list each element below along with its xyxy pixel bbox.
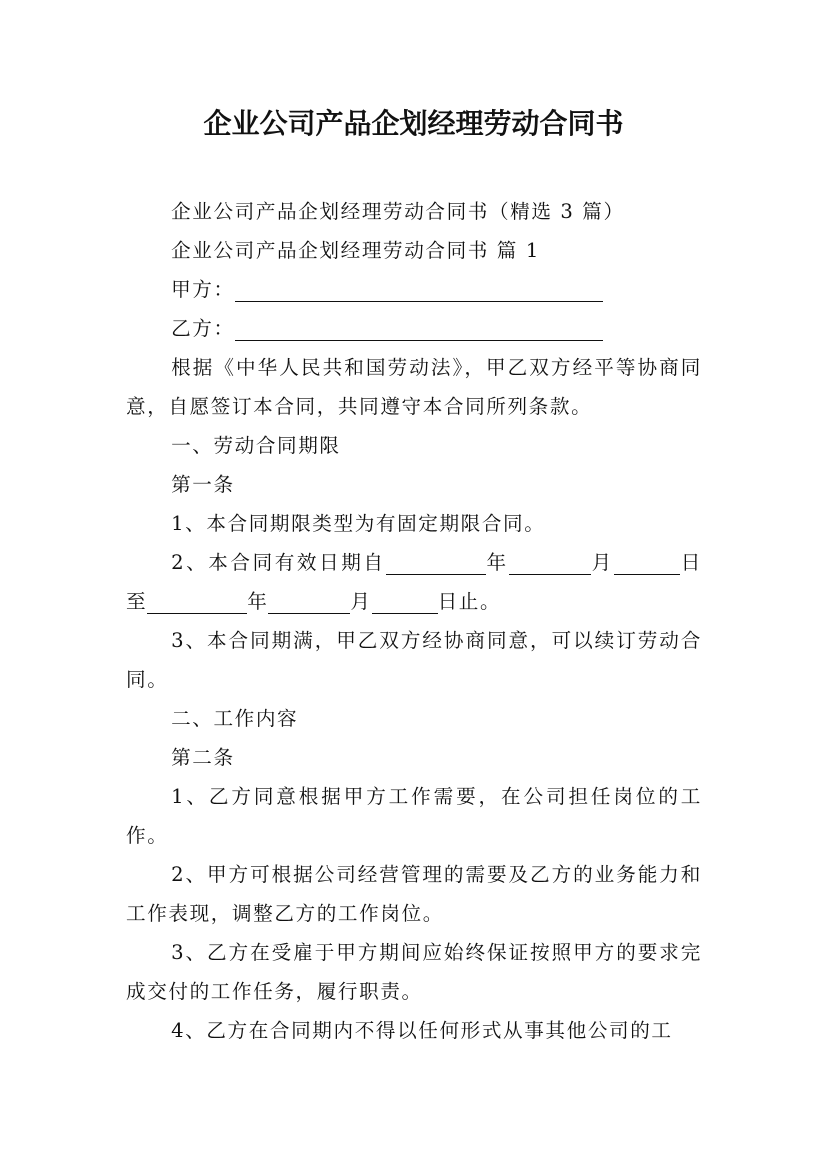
- party-b-blank: [235, 316, 603, 341]
- start-year-label: 年: [485, 551, 509, 574]
- article-1-heading: 第一条: [171, 473, 235, 496]
- article-2-item-3: 3、乙方在受雇于甲方期间应始终保证按照甲方的要求完成交付的工作任务，履行职责。: [126, 941, 702, 1003]
- article-2-item-1: 1、乙方同意根据甲方工作需要，在公司担任岗位的工作。: [126, 785, 702, 847]
- section-heading: 企业公司产品企划经理劳动合同书 篇 1: [171, 239, 540, 262]
- end-month-label: 月: [350, 590, 372, 613]
- term-prefix: 2、本合同有效日期自: [171, 551, 386, 574]
- start-month-label: 月: [590, 551, 614, 574]
- chapter-2-heading: 二、工作内容: [171, 707, 299, 730]
- start-month-blank: [509, 550, 591, 575]
- end-year-label: 年: [247, 590, 269, 613]
- article-1-item-3: 3、本合同期满，甲乙双方经协商同意，可以续订劳动合同。: [126, 629, 702, 691]
- chapter-1-heading: 一、劳动合同期限: [171, 434, 341, 457]
- party-a-blank: [235, 277, 603, 302]
- article-2-heading: 第二条: [171, 746, 235, 769]
- document-body: [126, 192, 702, 1050]
- article-1-item-2: [126, 543, 702, 621]
- end-month-blank: [268, 589, 350, 614]
- article-1-item-1: 1、本合同期限类型为有固定期限合同。: [171, 512, 546, 535]
- document-title: 企业公司产品企划经理劳动合同书: [203, 107, 624, 140]
- end-day-label: 日止。: [437, 590, 502, 613]
- start-day-blank: [614, 550, 680, 575]
- party-a-line: [126, 270, 702, 309]
- article-2-item-4: 4、乙方在合同期内不得以任何形式从事其他公司的工: [171, 1019, 673, 1042]
- end-year-blank: [147, 589, 247, 614]
- intro-paragraph: 根据《中华人民共和国劳动法》，甲乙双方经平等协商同意，自愿签订本合同，共同遵守本合同所列条款。: [126, 356, 702, 418]
- start-year-blank: [386, 550, 486, 575]
- party-a-label: 甲方：: [171, 278, 235, 301]
- start-day-label: 日至: [126, 551, 703, 613]
- article-2-item-2: 2、甲方可根据公司经营管理的需要及乙方的业务能力和工作表现，调整乙方的工作岗位。: [126, 863, 702, 925]
- party-b-label: 乙方：: [171, 317, 235, 340]
- end-day-blank: [372, 589, 438, 614]
- document-subtitle: 企业公司产品企划经理劳动合同书（精选 3 篇）: [171, 200, 625, 223]
- party-b-line: [126, 309, 702, 348]
